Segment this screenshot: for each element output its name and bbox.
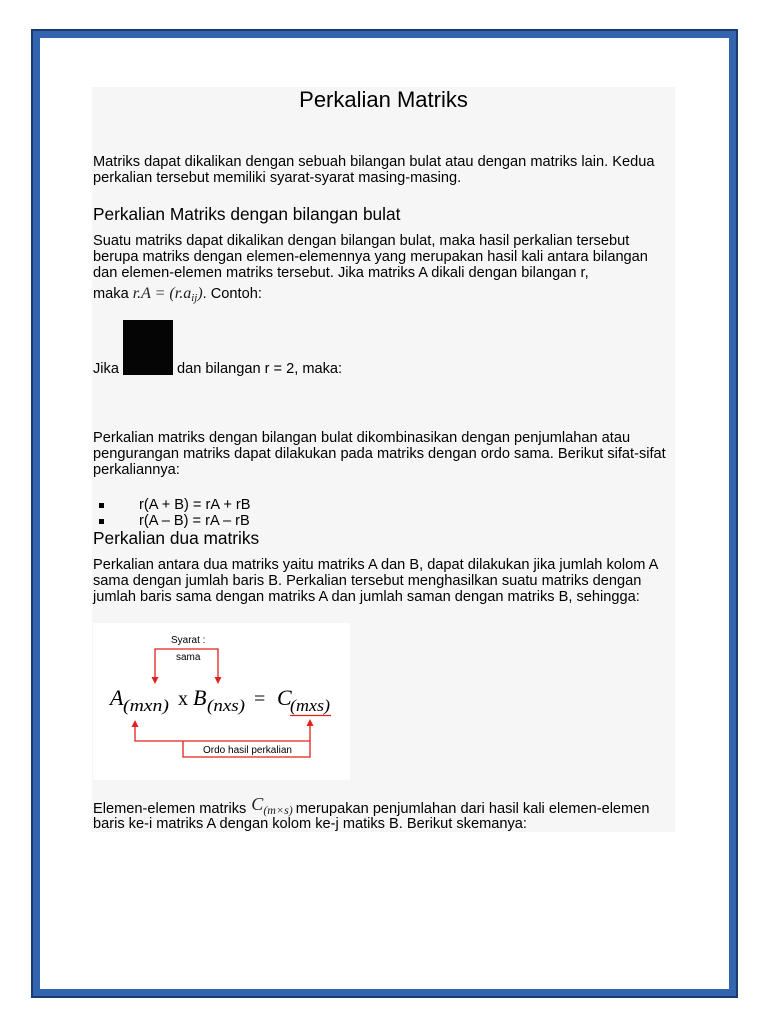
- arrow-down-icon: [152, 677, 159, 684]
- paragraph-line: pengurangan matriks dapat dilakukan pada matriks dengan ordo sama. Berikut sifat-sifat: [93, 446, 666, 462]
- paragraph-line: Suatu matriks dapat dikalikan dengan bilangan bulat, maka hasil perkalian tersebut: [93, 233, 630, 249]
- formula-line: [93, 286, 262, 302]
- matrix-b-symbol: B: [193, 685, 207, 710]
- square-bullet-icon: [99, 519, 104, 524]
- matrix-c-letter: C: [251, 794, 264, 814]
- formula-line-suffix: . Contoh:: [202, 286, 262, 302]
- matrix-c-subscript: (m×s): [263, 803, 293, 817]
- closing-line: [93, 794, 650, 817]
- closing-line: baris ke-i matriks A dengan kolom ke-j matiks B. Berikut skemanya:: [93, 816, 527, 832]
- matrix-order-diagram-svg: [93, 623, 350, 780]
- scalar-multiplication-formula: [133, 285, 203, 302]
- condition-label: Syarat :: [171, 635, 206, 646]
- paragraph-line: sama dengan jumlah baris B. Perkalian tersebut menghasilkan suatu matriks dengan: [93, 573, 642, 589]
- square-bullet-icon: [99, 503, 104, 508]
- paragraph-line: berupa matriks dengan elemen-elemennya yang merupakan hasil kali antara bilangan: [93, 249, 648, 265]
- matrix-order-diagram: [93, 623, 350, 780]
- property-list-item: [93, 497, 313, 513]
- formula-close: ): [197, 285, 203, 302]
- paragraph-line: perkaliannya:: [93, 462, 180, 478]
- matrix-a-example-image: [123, 320, 173, 375]
- matrix-a-symbol: A: [110, 685, 124, 710]
- section-heading-matrix: Perkalian dua matriks: [93, 528, 260, 548]
- closing-suffix: merupakan penjumlahan dari hasil kali elemen-elemen: [295, 801, 650, 817]
- formula-line-prefix: maka: [93, 286, 129, 302]
- matrix-c-order: (mxs): [290, 696, 331, 715]
- equals-operator: =: [254, 688, 266, 710]
- times-operator: x: [178, 688, 188, 710]
- formula-main: r.A = (r.a: [132, 285, 192, 302]
- property-text: r(A – B) = rA – rB: [139, 513, 250, 529]
- paragraph-line: Perkalian matriks dengan bilangan bulat dikombinasikan dengan penjumlahan atau: [93, 430, 631, 446]
- condition-value: sama: [176, 652, 201, 663]
- property-text: r(A + B) = rA + rB: [139, 497, 251, 513]
- arrow-up-icon: [132, 720, 139, 727]
- section-heading-scalar: Perkalian Matriks dengan bilangan bulat: [93, 204, 401, 224]
- paragraph-line: Perkalian antara dua matriks yaitu matriks A dan B, dapat dilakukan jika jumlah kolom A: [93, 557, 659, 573]
- paragraph-line: jumlah baris sama dengan matriks A dan jumlah saman dengan matriks B, sehingga:: [93, 589, 640, 605]
- arrow-down-icon: [215, 677, 222, 684]
- formula-subscript: ij: [191, 292, 198, 304]
- page-title: Perkalian Matriks: [299, 87, 468, 112]
- matrix-c-formula: [251, 794, 293, 817]
- intro-line: perkalian tersebut memiliki syarat-syarat masing-masing.: [93, 170, 462, 186]
- matrix-a-order: (mxn): [123, 696, 170, 715]
- matrix-c-symbol: C: [277, 685, 292, 710]
- arrow-up-icon: [307, 719, 314, 726]
- result-label: Ordo hasil perkalian: [203, 745, 292, 756]
- intro-line: Matriks dapat dikalikan dengan sebuah bilangan bulat atau dengan matriks lain. Kedua: [93, 154, 655, 170]
- matrix-b-order: (nxs): [207, 696, 246, 715]
- closing-prefix: Elemen-elemen matriks: [93, 801, 247, 817]
- example-line-suffix: dan bilangan r = 2, maka:: [177, 361, 343, 377]
- paragraph-line: dan elemen-elemen matriks tersebut. Jika matriks A dikali dengan bilangan r,: [93, 265, 589, 281]
- example-line-prefix: Jika: [93, 361, 119, 377]
- property-list-item: [93, 513, 313, 529]
